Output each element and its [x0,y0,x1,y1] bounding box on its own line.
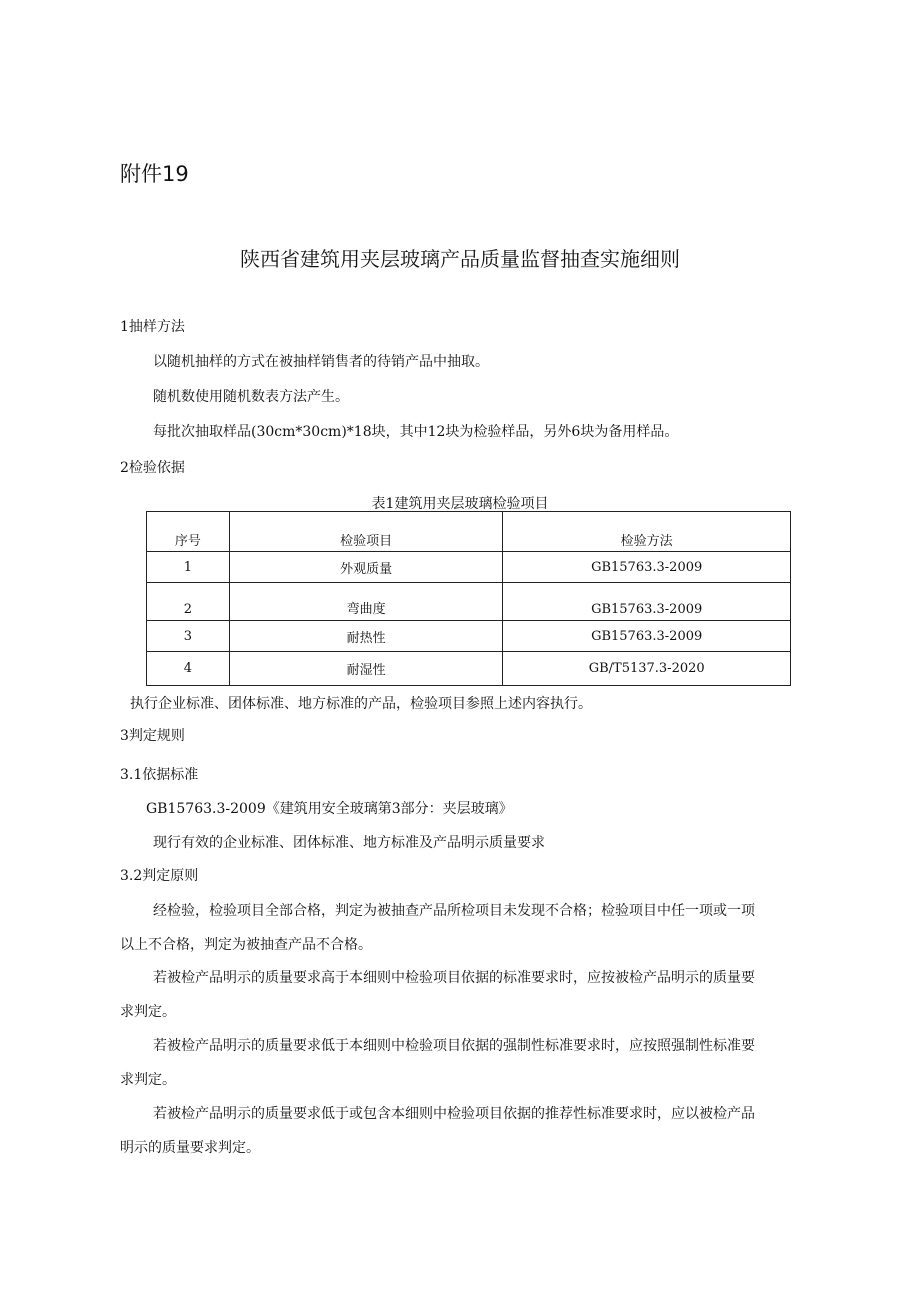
table-cell: 弯曲度 [229,583,503,621]
section-3-1-heading: 3.1依据标准 [120,767,199,783]
section-2-heading: 2检验依据 [120,460,185,476]
table-row [147,552,791,583]
table-cell: 1 [147,552,230,583]
judgement-paragraph: 若被检产品明示的质量要求低于或包含本细则中检验项目依据的推荐性标准要求时，应以被检产品 [153,1106,755,1122]
table-note: 执行企业标准、团体标准、地方标准的产品，检验项目参照上述内容执行。 [130,696,592,712]
attachment-label: 附件19 [120,162,189,186]
table-cell: 外观质量 [229,552,503,583]
table-cell: 3 [147,621,230,652]
table-caption: 表1建筑用夹层玻璃检验项目 [371,496,549,512]
judgement-paragraph: 求判定。 [120,1004,176,1020]
table-cell: GB15763.3-2009 [503,552,791,583]
table-cell: GB/T5137.3-2020 [503,652,791,686]
section-3-1-paragraph: 现行有效的企业标准、团体标准、地方标准及产品明示质量要求 [153,835,545,851]
table-cell: 2 [147,583,230,621]
table-cell: GB15763.3-2009 [503,583,791,621]
table-cell: GB15763.3-2009 [503,621,791,652]
judgement-paragraph: 经检验，检验项目全部合格，判定为被抽查产品所检项目未发现不合格；检验项目中任一项或一项 [153,903,755,919]
section-1-heading: 1抽样方法 [120,319,185,335]
header-cell: 序号 [147,512,230,552]
table-row [147,583,791,621]
inspection-items-table [146,511,791,686]
header-cell: 检验方法 [503,512,791,552]
section-1-paragraph: 随机数使用随机数表方法产生。 [153,389,349,405]
section-1-paragraph: 每批次抽取样品(30cm*30cm)*18块，其中12块为检验样品，另外6块为备用样品。 [153,424,679,440]
standard-reference: GB15763.3-2009《建筑用安全玻璃第3部分：夹层玻璃》 [146,801,513,817]
judgement-paragraph: 若被检产品明示的质量要求高于本细则中检验项目依据的标准要求时，应按被检产品明示的质量要 [153,970,755,986]
section-3-2-heading: 3.2判定原则 [120,868,199,884]
table-row [147,621,791,652]
table-header-row [147,512,791,552]
table-cell: 耐湿性 [229,652,503,686]
judgement-paragraph: 以上不合格，判定为被抽查产品不合格。 [120,937,372,953]
document-title: 陕西省建筑用夹层玻璃产品质量监督抽查实施细则 [240,247,680,271]
judgement-paragraph: 若被检产品明示的质量要求低于本细则中检验项目依据的强制性标准要求时，应按照强制性标准要 [153,1038,755,1054]
section-3-heading: 3判定规则 [120,728,185,744]
judgement-paragraph: 求判定。 [120,1072,176,1088]
table-row [147,652,791,686]
header-cell: 检验项目 [229,512,503,552]
table-cell: 4 [147,652,230,686]
section-1-paragraph: 以随机抽样的方式在被抽样销售者的待销产品中抽取。 [153,354,489,370]
judgement-paragraph: 明示的质量要求判定。 [120,1140,260,1156]
table-cell: 耐热性 [229,621,503,652]
